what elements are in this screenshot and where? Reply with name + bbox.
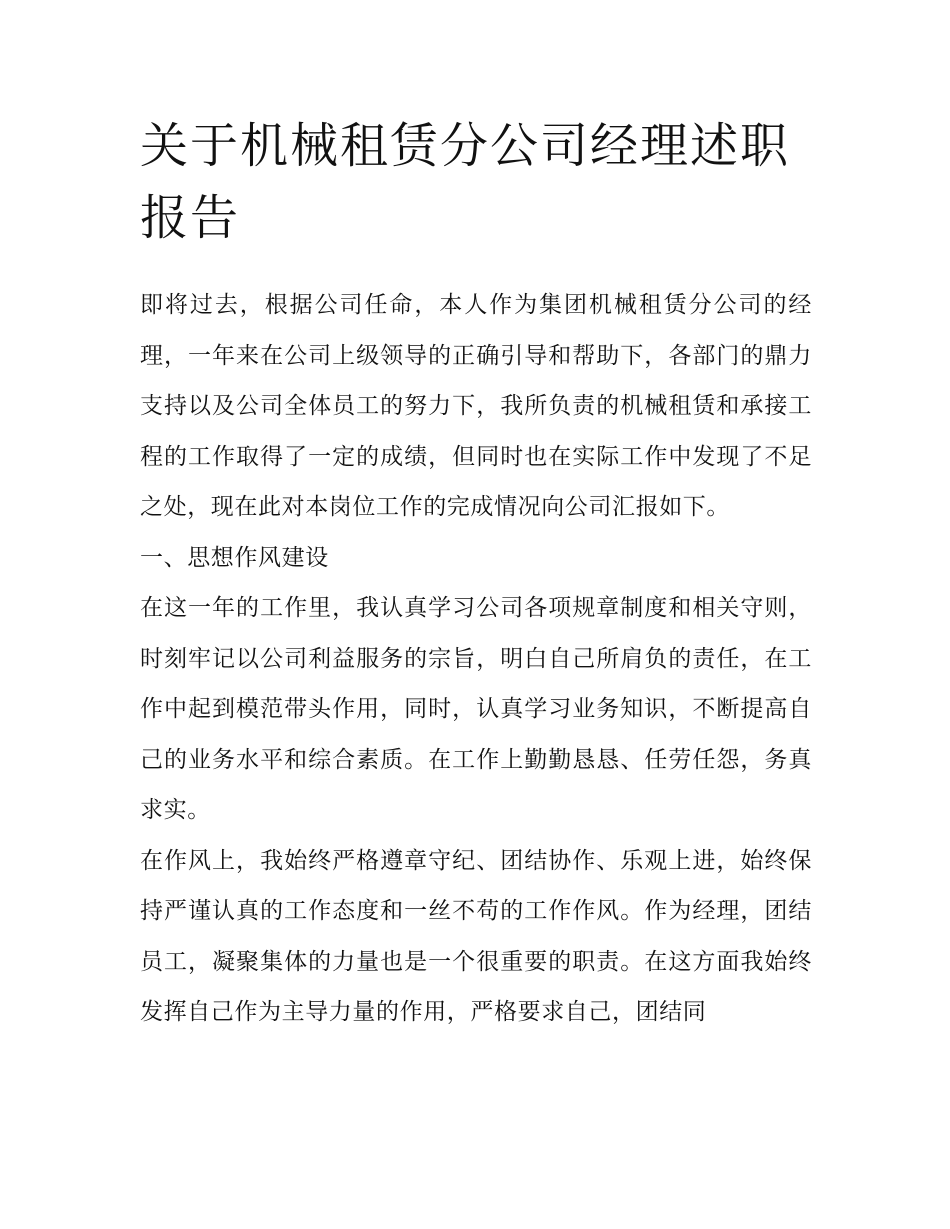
document-page: [140, 110, 812, 1038]
paragraph-style: 在作风上，我始终严格遵章守纪、团结协作、乐观上进，始终保持严谨认真的工作态度和一丝不苟的工作作风。作为经理，团结员工，凝聚集体的力量也是一个很重要的职责。在这方面我始终发挥自己作为主导力量的作用，严格要求自己，团结同: [140, 847, 812, 1025]
paragraph-intro: 即将过去，根据公司任命，本人作为集团机械租赁分公司的经理，一年来在公司上级领导的正确引导和帮助下，各部门的鼎力支持以及公司全体员工的努力下，我所负责的机械租赁和承接工程的工作取得了一定的成绩，但同时也在实际工作中发现了不足之处，现在此对本岗位工作的完成情况向公司汇报如下。: [140, 292, 812, 520]
section-heading-1: 一、思想作风建设: [140, 544, 329, 571]
paragraph-thought: 在这一年的工作里，我认真学习公司各项规章制度和相关守则，时刻牢记以公司利益服务的宗旨，明白自己所肩负的责任，在工作中起到模范带头作用，同时，认真学习业务知识，不断提高自己的业务水平和综合素质。在工作上勤勤恳恳、任劳任怨，务真求实。: [140, 595, 812, 823]
document-title: 关于机械租赁分公司经理述职报告: [140, 118, 791, 246]
